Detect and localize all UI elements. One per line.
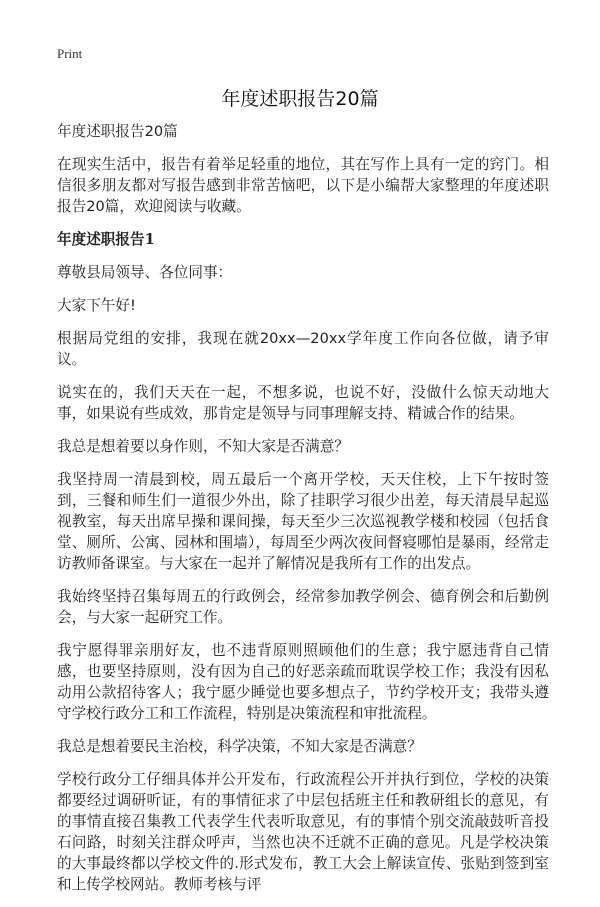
paragraph: 我总是想着要民主治校，科学决策，不知大家是否满意？ <box>57 738 422 755</box>
paragraph: 我宁愿得罪亲朋好友，也不违背原则照顾他们的生意；我宁愿违背自己情感，也要坚持原则，没有因为自己的好恶亲疏而耽误学校工作；我没有因私动用公款招待客人；我宁愿少睡觉也要多想点子，节约学校开支；我带头遵守学校行政分工和工作流程，特别是决策流程和审批流程。 <box>57 642 549 722</box>
paragraph: 我坚持周一清晨到校，周五最后一个离开学校，天天住校，上下午按时签到，三餐和师生们一道很少外出，除了挂职学习很少出差，每天清晨早起巡视教室，每天出席早操和课间操，每天至少三次巡视教学楼和校园（包括食堂、厕所、公寓、园林和围墙），每周至少两次夜间督寝哪怕是暴雨，经常走访教师备课室。与大家在一起并了解情况是我所有工作的出发点。 <box>57 471 549 572</box>
intro-paragraph: 在现实生活中，报告有着举足轻重的地位，其在写作上具有一定的窍门。相信很多朋友都对写报告感到非常苦恼吧，以下是小编帮大家整理的年度述职报告20篇，欢迎阅读与收藏。 <box>57 156 549 215</box>
paragraph: 学校行政分工仔细具体并公开发布，行政流程公开并执行到位，学校的决策都要经过调研听证，有的事情征求了中层包括班主任和教研组长的意见，有的事情直接召集教工代表学生代表听取意见，有的事情个别交流敲鼓听音投石问路，时刻关注群众呼声，当然也决不迁就不正确的意见。凡是学校决策的大事最终都以学校文件的.形式发布，教工大会上解读宣传、张贴到签到室和上传学校网站。教师考核与评 <box>57 771 549 893</box>
paragraph: 尊敬县局领导、各位同事： <box>57 264 233 281</box>
paragraph: 我始终坚持召集每周五的行政例会，经常参加教学例会、德育例会和后勤例会，与大家一起研究工作。 <box>57 588 549 626</box>
paragraph: 我总是想着要以身作则，不知大家是否满意？ <box>57 438 349 455</box>
print-link[interactable]: Print <box>57 46 83 61</box>
paragraph: 根据局党组的安排，我现在就20xx—20xx学年度工作向各位做，请予审议。 <box>57 330 549 368</box>
section-heading: 年度述职报告1 <box>57 231 155 248</box>
paragraph: 说实在的，我们天天在一起，不想多说，也说不好，没做什么惊天动地大事，如果说有些成效，那肯定是领导与同事理解支持、精诚合作的结果。 <box>57 384 549 422</box>
page-title: 年度述职报告20篇 <box>221 88 379 110</box>
paragraph: 大家下午好! <box>57 297 136 314</box>
document-body <box>57 121 549 907</box>
subtitle: 年度述职报告20篇 <box>57 123 178 140</box>
